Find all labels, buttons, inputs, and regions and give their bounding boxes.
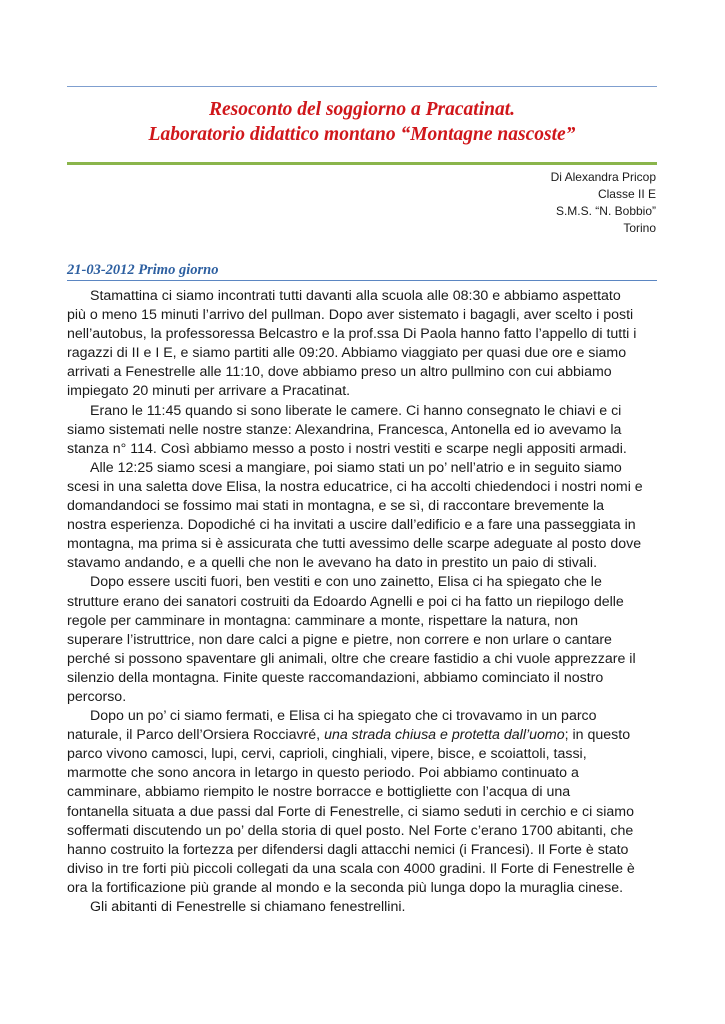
p5-line: soffermati discutendo un po’ della storia di quel posto. Nel Forte c’erano 1700 abitanti, che	[67, 822, 634, 839]
p4-line: silenzio della montagna. Finite queste raccomandazioni, abbiamo cominciato il nostro	[67, 669, 604, 686]
p1-line: più o meno 15 minuti l’arrivo del pullman. Dopo aver sistemato i bagagli, aver scelto i posti	[67, 307, 634, 324]
p5-text-pre: naturale, il Parco dell’Orsiera Rocciavré,	[67, 727, 325, 744]
p5-line: fontanella situata a due passi dal Forte di Fenestrelle, ci siamo seduti in cerchio e ci siamo	[67, 803, 635, 820]
p4-line: strutture erano dei sanatori costruiti da Edoardo Agnelli e poi ci ha fatto un riepilogo delle	[67, 593, 624, 610]
p3-line: stavamo andando, e a quelli che non le avevano ha dato in prestito un paio di stivali.	[67, 555, 598, 572]
author-name: Di Alexandra Pricop	[550, 170, 656, 184]
title-line-1: Resoconto del soggiorno a Pracatinat.	[208, 99, 516, 120]
p5-line-mixed	[67, 726, 659, 745]
p4-line: perché si possono spaventare gli animali, oltre che creare fastidio a chi vuole apprezzare il	[67, 650, 636, 667]
body-text	[67, 287, 659, 917]
p1-line: ragazzi di II e I E, e siamo partiti alle 09:20. Abbiamo viaggiato per quasi due ore e siamo	[67, 345, 627, 362]
document-title	[67, 97, 657, 147]
author-class: Classe II E	[597, 187, 656, 201]
p5-line: diviso in tre forti più piccoli collegati da una scala con 4000 gradini. Il Forte di Fenestrelle è	[67, 860, 635, 877]
p3-line: nostra esperienza. Dopodiché ci ha invitati a uscire dall’edificio e a fare una passeggiata in	[67, 517, 636, 534]
p1-line: nell’autobus, la professoressa Belcastro e la prof.ssa Di Paola hanno fatto l’appello di tutti i	[67, 326, 637, 343]
p5-text-italic: una strada chiusa e protetta dall’uomo	[324, 727, 565, 744]
p3-line: Alle 12:25 siamo scesi a mangiare, poi siamo stati un po’ nell’atrio e in seguito siamo	[90, 459, 622, 476]
p5-line: Dopo un po’ ci siamo fermati, e Elisa ci ha spiegato che ci trovavamo in un parco	[90, 708, 597, 725]
p2-line: stanza n° 114. Così abbiamo messo a posto i nostri vestiti e scarpe negli appositi armadi.	[67, 440, 627, 457]
p6-line: Gli abitanti di Fenestrelle si chiamano fenestrellini.	[90, 899, 406, 915]
section-heading: 21-03-2012 Primo giorno	[67, 261, 657, 281]
p5-line: parco vivono camosci, lupi, cervi, caprioli, cinghiali, vipere, bisce, e scoiattoli, tassi,	[67, 746, 587, 763]
p1-line: Stamattina ci siamo incontrati tutti davanti alla scuola alle 08:30 e abbiamo aspettato	[90, 288, 621, 304]
p3-line: scesi in una saletta dove Elisa, la nostra educatrice, ci ha accolti chiedendoci i nostri nomi e	[67, 478, 643, 495]
p2-line: siamo sistemati nelle nostre stanze: Alexandrina, Francesca, Antonella ed io avevamo la	[67, 421, 622, 438]
p4-line: percorso.	[67, 688, 127, 705]
p2-line: Erano le 11:45 quando si sono liberate le camere. Ci hanno consegnato le chiavi e ci	[90, 402, 622, 419]
p5-text-post: ; in questo	[564, 727, 631, 744]
p1-line: impiegato 20 minuti per arrivare a Pracatinat.	[67, 383, 351, 400]
author-block	[551, 169, 656, 237]
title-line-2: Laboratorio didattico montano “Montagne nascoste”	[148, 124, 576, 145]
p4-line: regole per camminare in montagna: camminare a monte, rispettare la natura, non	[67, 612, 579, 629]
p5-line: camminare, abbiamo riempito le nostre borracce e bottigliette con l’acqua di una	[67, 784, 571, 801]
author-school: S.M.S. “N. Bobbio”	[555, 204, 656, 218]
p1-line: arrivati a Fenestrelle alle 11:10, dove abbiamo preso un altro pullmino con cui abbiamo	[67, 364, 612, 381]
top-divider	[67, 86, 657, 87]
p5-line: ora la fortificazione più grande al mondo e la seconda più lunga dopo la muraglia cinese.	[67, 879, 624, 896]
p4-line: Dopo essere usciti fuori, ben vestiti e con uno zainetto, Elisa ci ha spiegato che le	[90, 574, 602, 591]
p3-line: domandandoci se fossimo mai stati in montagna, e se sì, di raccontare brevemente la	[67, 498, 605, 515]
author-city: Torino	[623, 221, 656, 235]
p5-line: hanno costruito la fortezza per difendersi dagli attacchi nemici (i Francesi). Il Forte è stato	[67, 841, 629, 858]
p3-line: montagna, ma prima si è assicurata che tutti avessimo delle scarpe adeguate al posto dove	[67, 536, 642, 553]
p4-line: superare l’istruttrice, non dare calci a pigne e pietre, non correre e non urlare o cantare	[67, 631, 612, 648]
p5-line: marmotte che sono ancora in letargo in questo periodo. Poi abbiamo continuato a	[67, 765, 579, 782]
title-divider	[67, 162, 657, 165]
